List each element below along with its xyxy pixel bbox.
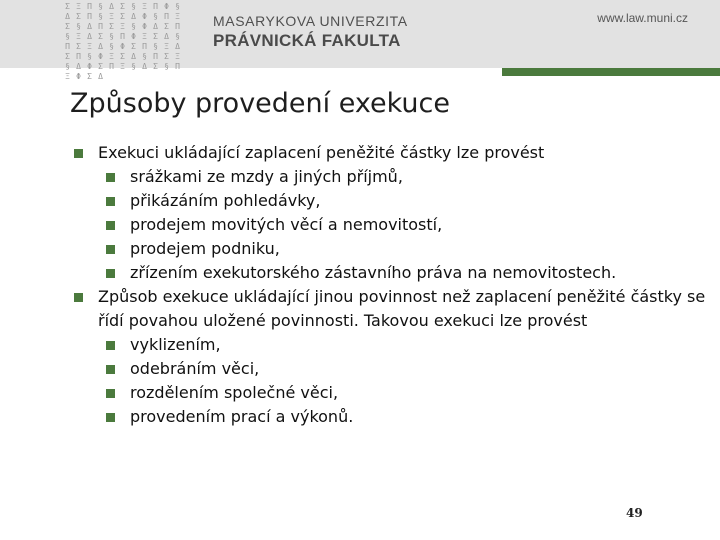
logo-glyph: Π xyxy=(153,52,158,61)
university-name: MASARYKOVA UNIVERZITA xyxy=(213,13,408,29)
logo-glyph: Σ xyxy=(153,32,158,41)
logo-glyph: Φ xyxy=(87,62,92,71)
logo-glyph: Π xyxy=(175,22,180,31)
logo-glyph: Π xyxy=(87,2,92,11)
logo-glyph: Π xyxy=(153,2,158,11)
logo-glyph: § xyxy=(65,62,70,71)
logo-glyph: Φ xyxy=(120,42,125,51)
logo-glyph: Π xyxy=(142,42,147,51)
logo-glyph: § xyxy=(98,12,103,21)
logo-glyph: Δ xyxy=(76,62,81,71)
logo-glyph: § xyxy=(175,32,180,41)
logo-glyph: Ξ xyxy=(109,12,114,21)
logo-glyph: Σ xyxy=(164,22,169,31)
logo-glyph: Σ xyxy=(153,62,158,71)
logo-glyph: Ξ xyxy=(142,32,147,41)
sub-bullet-item xyxy=(74,333,714,357)
bullet-text: provedením prací a výkonů. xyxy=(130,407,354,426)
logo-glyph: Δ xyxy=(87,22,92,31)
faculty-name: PRÁVNICKÁ FAKULTA xyxy=(213,31,401,50)
logo-glyph: Π xyxy=(109,62,114,71)
square-bullet-icon xyxy=(74,149,83,158)
bullet-text: odebráním věci, xyxy=(130,359,260,378)
logo-glyph: Π xyxy=(65,42,70,51)
bullet-text: prodejem movitých věcí a nemovitostí, xyxy=(130,215,443,234)
logo-glyph: § xyxy=(131,2,136,11)
logo-glyph: Φ xyxy=(76,72,81,81)
logo-glyph: Φ xyxy=(98,52,103,61)
logo-glyph: Φ xyxy=(142,22,147,31)
square-bullet-icon xyxy=(106,365,115,374)
bullet-text: rozdělením společné věci, xyxy=(130,383,339,402)
logo-glyph: Δ xyxy=(131,12,136,21)
logo-glyph: Σ xyxy=(120,52,125,61)
logo-glyph: § xyxy=(153,12,158,21)
logo-glyph: Σ xyxy=(65,2,70,11)
logo-glyph: Σ xyxy=(120,12,125,21)
sub-bullet-item xyxy=(74,189,714,213)
bullet-list xyxy=(74,141,714,429)
sub-bullet-item xyxy=(74,405,714,429)
logo-glyph: § xyxy=(131,62,136,71)
logo-glyph: Δ xyxy=(164,32,169,41)
logo-glyph: Ξ xyxy=(65,72,70,81)
slide-title: Způsoby provedení exekuce xyxy=(70,88,451,119)
logo-glyph: Ξ xyxy=(87,42,92,51)
square-bullet-icon xyxy=(106,389,115,398)
sub-bullet-item xyxy=(74,357,714,381)
accent-bar xyxy=(502,68,720,76)
logo-glyph: Δ xyxy=(142,62,147,71)
logo-glyph: Δ xyxy=(109,2,114,11)
square-bullet-icon xyxy=(106,197,115,206)
square-bullet-icon xyxy=(106,221,115,230)
logo-glyph: Σ xyxy=(76,42,81,51)
bullet-text: přikázáním pohledávky, xyxy=(130,191,321,210)
logo-glyph: § xyxy=(142,52,147,61)
square-bullet-icon xyxy=(106,269,115,278)
bullet-text: Exekuci ukládající zaplacení peněžité částky lze provést xyxy=(98,143,545,162)
logo-glyph: Φ xyxy=(131,32,136,41)
logo-glyph: Σ xyxy=(98,62,103,71)
logo-glyph: § xyxy=(98,2,103,11)
logo-glyph: Ξ xyxy=(164,42,169,51)
logo-glyph: § xyxy=(87,52,92,61)
bullet-text: srážkami ze mzdy a jiných příjmů, xyxy=(130,167,403,186)
logo-glyph: Σ xyxy=(164,52,169,61)
logo-glyph: Φ xyxy=(142,12,147,21)
logo-glyph: Φ xyxy=(164,2,169,11)
logo-glyph: § xyxy=(109,42,114,51)
logo-glyph: Σ xyxy=(98,32,103,41)
logo-glyph: Ξ xyxy=(175,12,180,21)
logo-glyph: § xyxy=(175,2,180,11)
logo-glyph: § xyxy=(131,22,136,31)
logo-glyph: Σ xyxy=(120,2,125,11)
bullet-text: Způsob exekuce ukládající jinou povinnost než zaplacení peněžité částky se řídí povahou uložené povinnosti. Takovou exekuci lze provést xyxy=(98,287,706,330)
logo-glyph: § xyxy=(76,22,81,31)
logo-glyph: § xyxy=(164,62,169,71)
logo-glyph: Π xyxy=(120,32,125,41)
logo-glyph: Σ xyxy=(109,22,114,31)
logo-glyph: Ξ xyxy=(120,22,125,31)
sub-bullet-item xyxy=(74,261,714,285)
logo-glyph: Ξ xyxy=(109,52,114,61)
logo-glyph: § xyxy=(153,42,158,51)
square-bullet-icon xyxy=(106,173,115,182)
logo-glyph: Δ xyxy=(175,42,180,51)
bullet-text: prodejem podniku, xyxy=(130,239,280,258)
logo-glyph: Ξ xyxy=(142,2,147,11)
logo-glyph: Δ xyxy=(131,52,136,61)
logo-glyph: Δ xyxy=(98,72,103,81)
square-bullet-icon xyxy=(106,245,115,254)
logo-glyph: Δ xyxy=(65,12,70,21)
logo-glyph: Ξ xyxy=(175,52,180,61)
logo-glyph: Π xyxy=(98,22,103,31)
page-number: 49 xyxy=(626,506,643,520)
bullet-text: zřízením exekutorského zástavního práva na nemovitostech. xyxy=(130,263,617,282)
logo-glyph: Σ xyxy=(65,22,70,31)
logo-glyph: Π xyxy=(164,12,169,21)
logo-glyph: Σ xyxy=(87,72,92,81)
logo-glyph: Δ xyxy=(98,42,103,51)
bullet-text: vyklizením, xyxy=(130,335,221,354)
sub-bullet-item xyxy=(74,165,714,189)
website-url: www.law.muni.cz xyxy=(597,11,688,25)
square-bullet-icon xyxy=(106,413,115,422)
logo-glyph: Δ xyxy=(87,32,92,41)
sub-bullet-item xyxy=(74,237,714,261)
sub-bullet-item xyxy=(74,381,714,405)
square-bullet-icon xyxy=(74,293,83,302)
logo-glyph: Σ xyxy=(65,52,70,61)
logo-glyph: Ξ xyxy=(76,32,81,41)
square-bullet-icon xyxy=(106,341,115,350)
logo-glyph: Ξ xyxy=(120,62,125,71)
logo-glyph: Π xyxy=(87,12,92,21)
university-logo-pattern xyxy=(62,2,184,81)
logo-glyph: Δ xyxy=(153,22,158,31)
bullet-item xyxy=(74,141,714,165)
logo-glyph: Π xyxy=(175,62,180,71)
sub-bullet-item xyxy=(74,213,714,237)
slide-header xyxy=(0,0,720,81)
bullet-item xyxy=(74,285,714,333)
logo-glyph: Σ xyxy=(131,42,136,51)
logo-glyph: Σ xyxy=(76,12,81,21)
logo-glyph: § xyxy=(65,32,70,41)
logo-glyph: Ξ xyxy=(76,2,81,11)
logo-glyph: Π xyxy=(76,52,81,61)
logo-glyph: § xyxy=(109,32,114,41)
